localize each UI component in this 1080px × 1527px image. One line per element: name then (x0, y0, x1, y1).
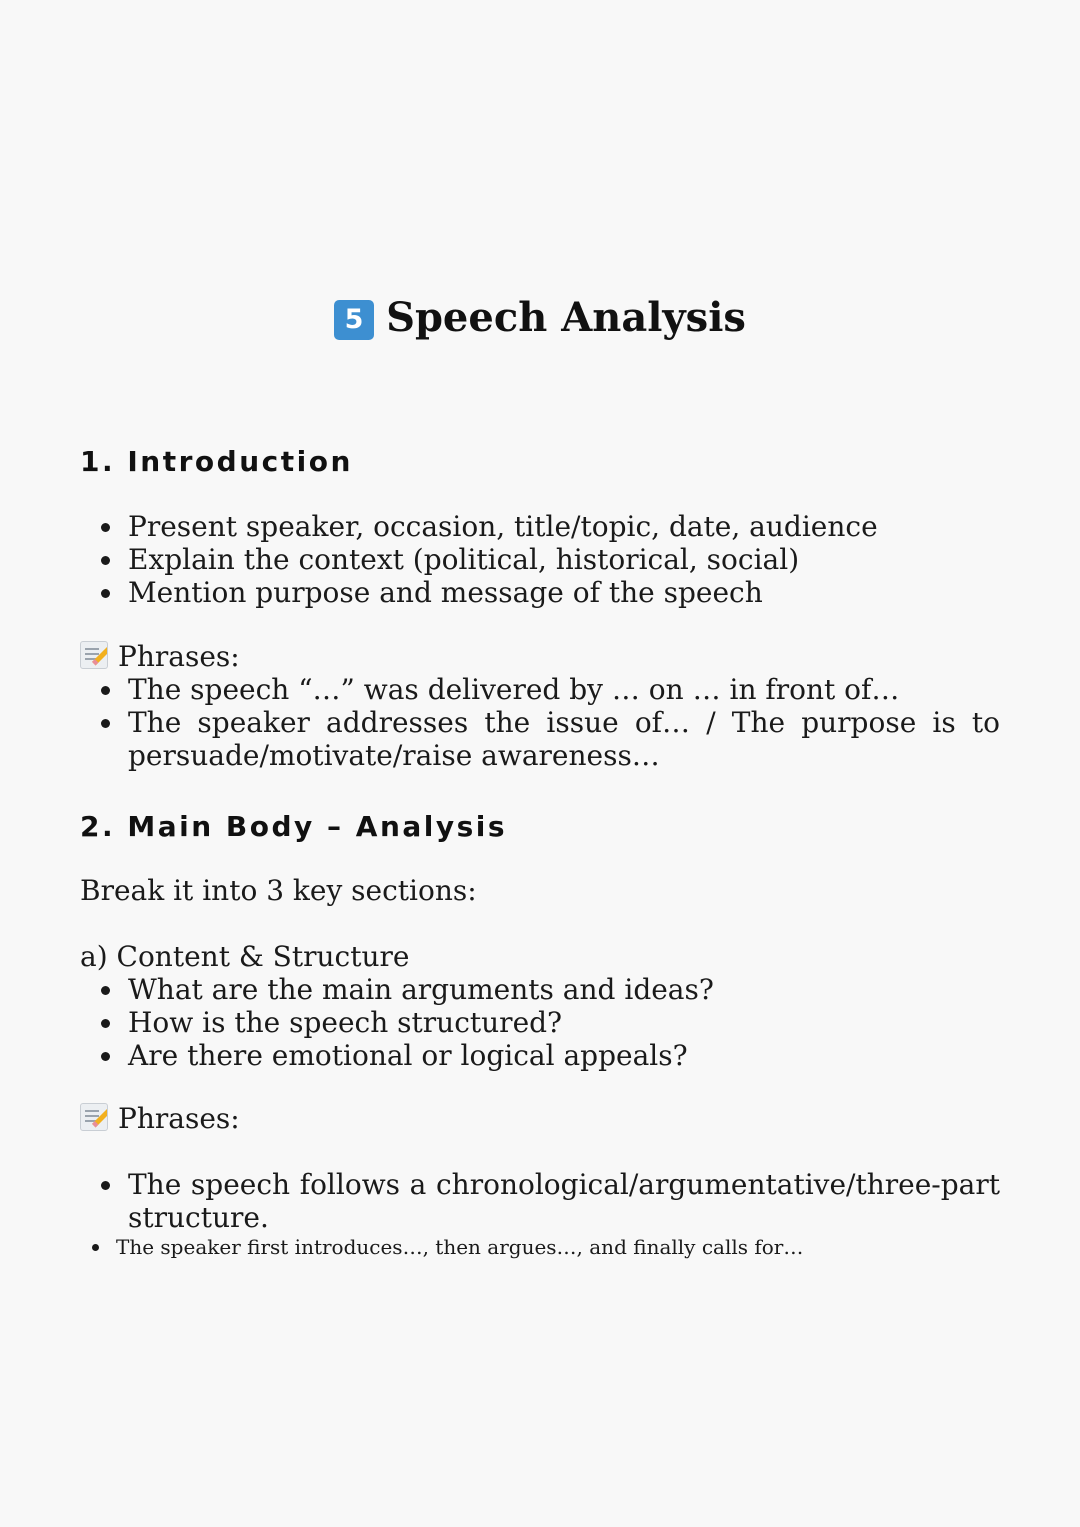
subsection-a-bullet-list (80, 973, 1000, 1072)
introduction-phrases-block (80, 640, 1000, 772)
main-body-phrases-list (80, 1168, 1000, 1234)
page-title (0, 289, 1080, 347)
list-item: The speaker first introduces…, then argues…, and finally calls for… (80, 1234, 1000, 1260)
main-body-phrases-label-block (80, 1102, 1000, 1135)
subsection-a-block (80, 940, 1000, 1072)
page-title-text: Speech Analysis (386, 293, 746, 341)
introduction-bullet-list (80, 510, 1000, 609)
list-item: The speaker addresses the issue of… / The purpose is to persuade/motivate/raise awareness… (80, 706, 1000, 772)
phrases-label-row (80, 640, 1000, 673)
main-body-intro-block (80, 874, 1000, 907)
list-item: The speech follows a chronological/argumentative/three-part structure. (80, 1168, 1000, 1234)
phrases-label-row (80, 1102, 1000, 1135)
subsection-a-title: a) Content & Structure (80, 940, 410, 973)
list-item: Present speaker, occasion, title/topic, date, audience (80, 510, 1000, 543)
introduction-phrases-list (80, 673, 1000, 772)
list-item: The speech “…” was delivered by … on … in front of… (80, 673, 1000, 706)
list-item: Mention purpose and message of the speech (80, 576, 1000, 609)
list-item: How is the speech structured? (80, 1006, 1000, 1039)
memo-icon (80, 1103, 108, 1131)
main-body-heading: 2. Main Body – Analysis (80, 810, 508, 843)
main-body-phrases-block (80, 1168, 1000, 1260)
introduction-bullets-block (80, 510, 1000, 609)
main-body-phrases-list-small (80, 1234, 1000, 1260)
introduction-heading: 1. Introduction (80, 445, 353, 478)
phrases-label: Phrases: (118, 1102, 240, 1135)
list-item: Explain the context (political, historical, social) (80, 543, 1000, 576)
main-body-intro: Break it into 3 key sections: (80, 874, 477, 907)
list-item: What are the main arguments and ideas? (80, 973, 1000, 1006)
memo-icon (80, 641, 108, 669)
keycap-five-icon: 5 (334, 300, 374, 340)
list-item: Are there emotional or logical appeals? (80, 1039, 1000, 1072)
phrases-label: Phrases: (118, 640, 240, 673)
